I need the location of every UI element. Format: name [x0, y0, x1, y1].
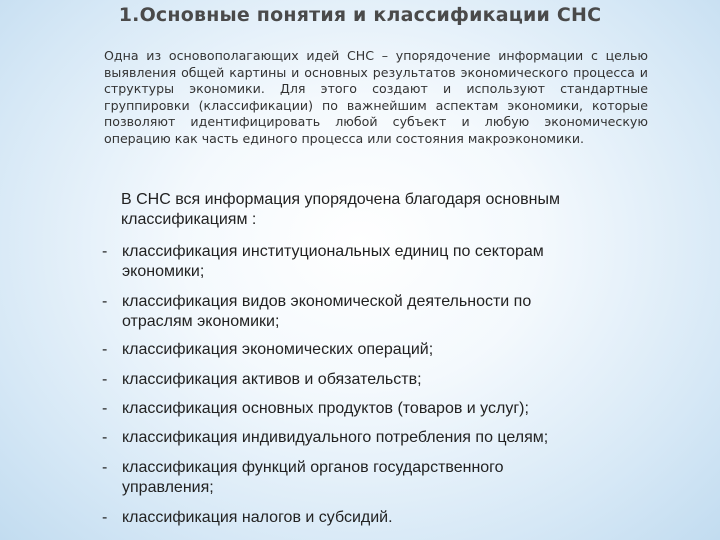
- list-item-continuation: отраслям экономики;: [122, 313, 280, 330]
- lead-sentence: В СНС вся информация упорядочена благодаря основным классификациям :: [121, 191, 560, 228]
- list-item: [102, 292, 662, 332]
- intro-paragraph: Одна из основополагающих идей СНС – упорядочение информации с целью выявления общей картины и основных результатов экономического процесса и структуры экономики. Для этого создают и используют стандартные группировки (классификации) по важнейшим аспектам экономики, которые позволяют идентифицировать любой субъект и любую экономическую операцию как часть единого процесса или состояния макроэкономики.: [104, 48, 648, 146]
- list-item-text: классификация видов экономической деятельности по: [122, 293, 532, 310]
- list-item: [102, 242, 662, 282]
- list-dash: -: [102, 400, 108, 417]
- list-item: [102, 340, 662, 360]
- list-item: [102, 370, 662, 390]
- list-dash: -: [102, 429, 108, 446]
- list-item-text: классификация институциональных единиц по секторам: [122, 243, 544, 260]
- list-item-text: классификация налогов и субсидий.: [122, 509, 393, 526]
- list-dash: -: [102, 459, 108, 476]
- list-item-text: классификация основных продуктов (товаров и услуг);: [122, 400, 529, 417]
- list-dash: -: [102, 243, 108, 260]
- list-dash: -: [102, 371, 108, 388]
- list-dash: -: [102, 509, 108, 526]
- list-item-continuation: управления;: [122, 479, 214, 496]
- list-item-text: классификация индивидуального потребления по целям;: [122, 429, 549, 446]
- list-item-text: классификация функций органов государственного: [122, 459, 504, 476]
- list-dash: -: [102, 293, 108, 310]
- list-item-text: классификация экономических операций;: [122, 341, 434, 358]
- list-dash: -: [102, 341, 108, 358]
- list-item: [102, 508, 662, 528]
- list-item: [102, 428, 662, 448]
- list-item-text: классификация активов и обязательств;: [122, 371, 422, 388]
- list-item: [102, 458, 662, 498]
- slide-title: 1.Основные понятия и классификации СНС: [118, 4, 602, 26]
- list-item: [102, 399, 662, 419]
- list-item-continuation: экономики;: [122, 263, 205, 280]
